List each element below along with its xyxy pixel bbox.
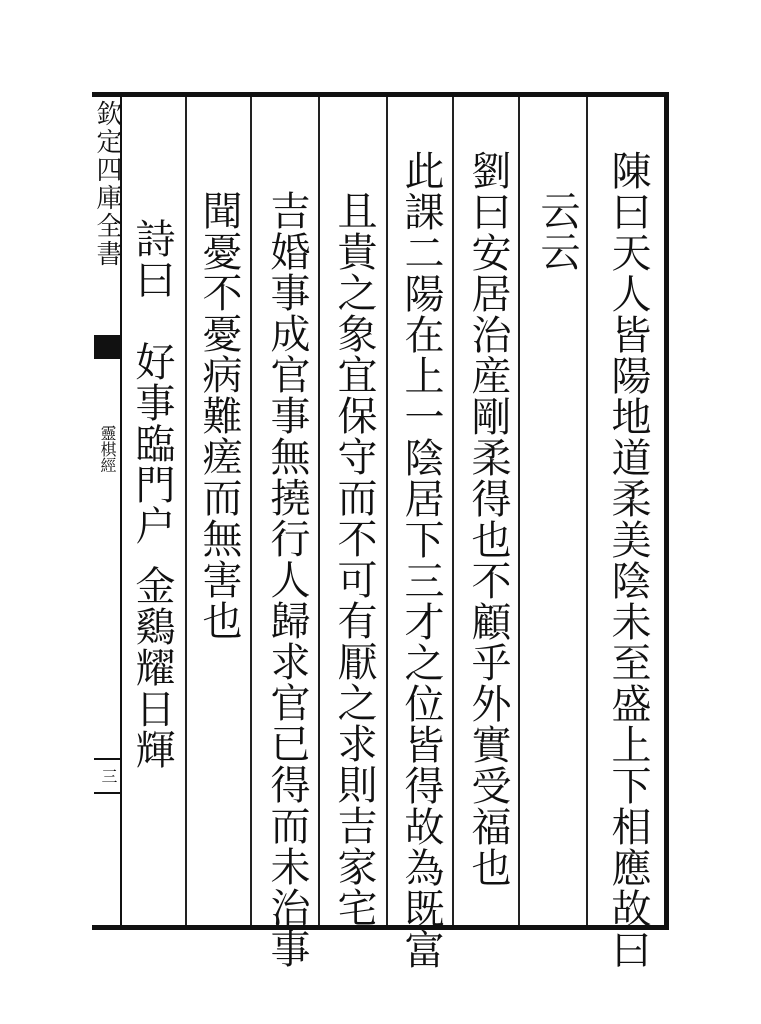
text-column-2: 云云 <box>534 190 580 272</box>
column-rule <box>318 97 320 925</box>
page-number: 三 <box>94 758 120 794</box>
page-frame <box>92 92 669 930</box>
poem-line-2: 金鷄耀日輝 <box>129 565 175 770</box>
column-rule <box>518 97 520 925</box>
volume-title: 靈棋經 <box>98 425 117 473</box>
column-rule <box>586 97 588 925</box>
text-column-5: 且貴之象宜保守而不可有厭之求則吉家宅 <box>331 190 377 928</box>
text-column-4: 此課二陽在上一陰居下三才之位皆得故為既富 <box>398 150 444 970</box>
text-column-3: 劉曰安居治産剛柔得也不顧乎外實受福也 <box>465 150 511 888</box>
column-rule <box>250 97 252 925</box>
fishtail-mark <box>94 335 120 359</box>
text-column-6: 吉婚事成官事無撓行人歸求官已得而未治事 <box>264 190 310 969</box>
column-rule <box>185 97 187 925</box>
text-column-1: 陳曰天人皆陽地道柔美陰未至盛上下相應故曰 <box>605 150 651 970</box>
column-rule <box>452 97 454 925</box>
text-column-7: 聞憂不憂病難瘥而無害也 <box>196 190 242 641</box>
poem-line-1: 詩曰 好事臨門户 <box>129 218 175 546</box>
column-rule <box>386 97 388 925</box>
book-title: 欽定四庫全書 <box>92 100 122 268</box>
